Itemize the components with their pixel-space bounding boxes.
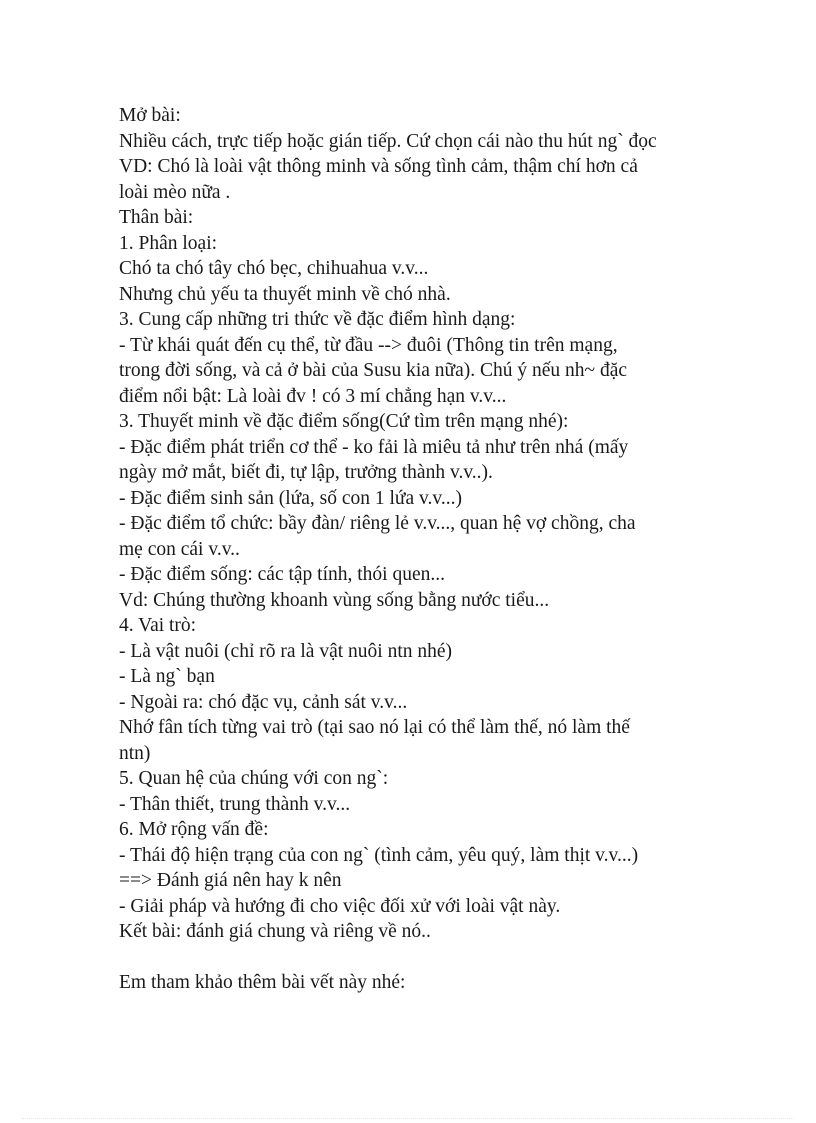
text-line: ntn): [119, 742, 151, 764]
text-line: - Là ng` bạn: [119, 666, 215, 687]
text-line: - Đặc điểm tổ chức: bầy đàn/ riêng lẻ v.v..., quan hệ vợ chồng, cha: [119, 513, 636, 534]
closing-note: Em tham khảo thêm bài vết này nhé:: [119, 972, 406, 993]
text-line: - Thái độ hiện trạng của con ng` (tình cảm, yêu quý, làm thịt v.v...): [119, 844, 639, 866]
text-line: - Thân thiết, trung thành v.v...: [119, 793, 351, 815]
text-line: - Từ khái quát đến cụ thể, từ đầu --> đuôi (Thông tin trên mạng,: [119, 334, 618, 356]
text-line: - Ngoài ra: chó đặc vụ, cảnh sát v.v...: [119, 691, 408, 713]
section-dac-diem-song: 3. Thuyết minh về đặc điểm sống(Cứ tìm trên mạng nhé):: [119, 411, 569, 432]
text-line: mẹ con cái v.v..: [119, 538, 240, 560]
text-line: Nhớ fân tích từng vai trò (tại sao nó lại có thể làm thế, nó làm thế: [119, 717, 630, 738]
text-line: Chó ta chó tây chó bẹc, chihuahua v.v...: [119, 258, 429, 279]
text-line: Nhưng chủ yếu ta thuyết minh về chó nhà.: [119, 283, 451, 305]
text-line: trong đời sống, và cả ở bài của Susu kia nữa). Chú ý nếu nh~ đặc: [119, 360, 628, 381]
section-vai-tro: 4. Vai trò:: [119, 615, 197, 636]
section-quan-he: 5. Quan hệ của chúng với con ng`:: [119, 768, 389, 789]
text-line: - Đặc điểm sống: các tập tính, thói quen...: [119, 564, 445, 585]
text-line: - Là vật nuôi (chỉ rõ ra là vật nuôi ntn nhé): [119, 640, 453, 662]
text-line: ==> Đánh giá nên hay k nên: [119, 870, 342, 891]
heading-than-bai: Thân bài:: [119, 207, 194, 228]
text-line: - Đặc điểm sinh sản (lứa, số con 1 lứa v.v...): [119, 487, 462, 509]
blank-line: [119, 945, 719, 971]
text-line: Nhiều cách, trực tiếp hoặc gián tiếp. Cứ chọn cái nào thu hút ng` đọc: [119, 130, 657, 152]
text-line: - Giải pháp và hướng đi cho việc đối xử với loài vật này.: [119, 895, 561, 917]
section-mo-rong: 6. Mở rộng vấn đề:: [119, 819, 269, 840]
section-phan-loai: 1. Phân loại:: [119, 232, 218, 254]
page-bottom-divider: [22, 1118, 794, 1119]
text-line: Vd: Chúng thường khoanh vùng sống bằng nước tiểu...: [119, 589, 550, 611]
heading-ket-bai: Kết bài: đánh giá chung và riêng về nó..: [119, 921, 431, 942]
text-line: - Đặc điểm phát triển cơ thể - ko fải là miêu tả như trên nhá (mấy: [119, 436, 629, 458]
text-line: VD: Chó là loài vật thông minh và sống tình cảm, thậm chí hơn cả: [119, 156, 638, 177]
section-hinh-dang: 3. Cung cấp những tri thức về đặc điểm hình dạng:: [119, 309, 516, 330]
text-line: điểm nổi bật: Là loài đv ! có 3 mí chẳng hạn v.v...: [119, 385, 507, 407]
heading-mo-bai: Mở bài:: [119, 105, 181, 126]
text-line: ngày mở mắt, biết đi, tự lập, trưởng thành v.v..).: [119, 462, 493, 483]
text-line: loài mèo nữa .: [119, 181, 231, 203]
document-body: [119, 103, 719, 996]
